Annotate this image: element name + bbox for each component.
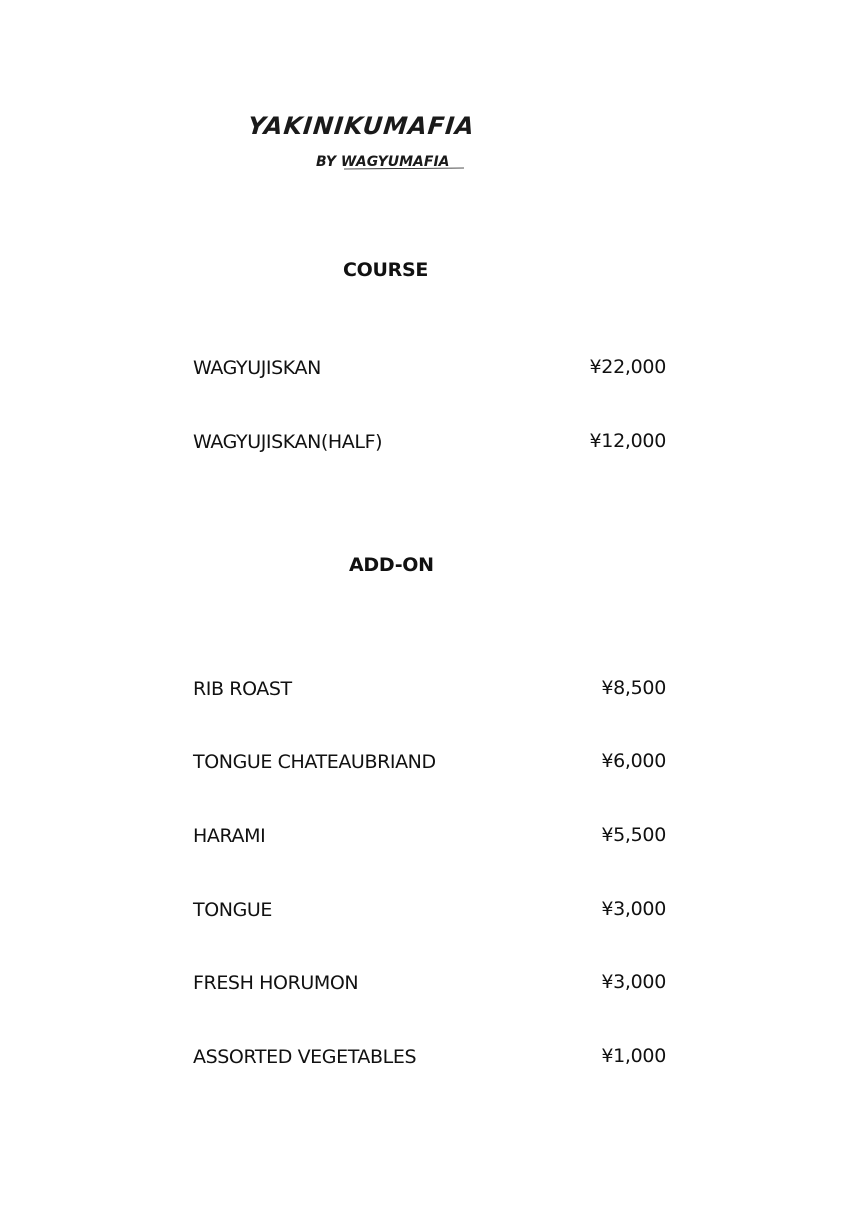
brand-logo: [248, 112, 518, 176]
menu-item-price: ¥22,000: [589, 356, 666, 378]
menu-item-name: WAGYUJISKAN: [193, 357, 321, 379]
menu-item-price: ¥8,500: [601, 677, 666, 699]
menu-item-price: ¥5,500: [601, 824, 666, 846]
menu-item: [193, 972, 666, 998]
menu-item: [193, 357, 666, 383]
menu-item: [193, 678, 666, 704]
menu-item-name: TONGUE CHATEAUBRIAND: [193, 751, 436, 773]
menu-item: [193, 899, 666, 925]
menu-item-price: ¥3,000: [601, 898, 666, 920]
svg-text:BY WAGYUMAFIA: BY WAGYUMAFIA: [316, 154, 450, 170]
menu-item-name: WAGYUJISKAN(HALF): [193, 431, 383, 453]
menu-item-name: TONGUE: [193, 899, 273, 921]
section-title-add-on: ADD-ON: [349, 554, 434, 576]
menu-item-price: ¥3,000: [601, 971, 666, 993]
section-title-course: COURSE: [343, 259, 429, 281]
menu-item: [193, 1046, 666, 1072]
menu-item-name: FRESH HORUMON: [193, 972, 359, 994]
menu-item: [193, 751, 666, 777]
menu-item-name: HARAMI: [193, 825, 266, 847]
menu-item: [193, 431, 666, 457]
menu-item: [193, 825, 666, 851]
menu-item-price: ¥1,000: [601, 1045, 666, 1067]
menu-item-price: ¥12,000: [589, 430, 666, 452]
logo-wordmark: YAKINIKUMAFIA: [246, 112, 477, 140]
logo-subline: [314, 151, 464, 173]
menu-item-price: ¥6,000: [601, 750, 666, 772]
menu-item-name: RIB ROAST: [193, 678, 292, 700]
menu-item-name: ASSORTED VEGETABLES: [193, 1046, 417, 1068]
